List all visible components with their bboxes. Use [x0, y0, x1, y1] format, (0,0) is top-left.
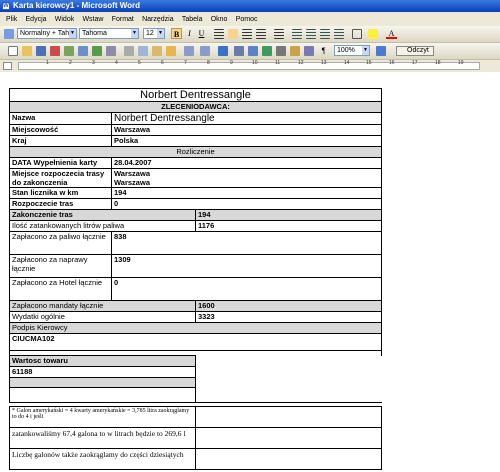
hotel-label: Zapłacono za Hotel łącznie [10, 278, 112, 301]
spelling-icon[interactable] [92, 46, 102, 56]
ruler-number: 15 [366, 60, 372, 66]
driver-card-table [9, 88, 382, 403]
city-label: Miejscowość [10, 125, 112, 136]
empty-cell [196, 367, 382, 378]
bold-button[interactable]: B [171, 28, 182, 39]
chevron-down-icon: ▼ [158, 30, 163, 36]
menu-tools[interactable]: Narzędzia [142, 16, 174, 23]
align-left-icon[interactable] [214, 29, 224, 39]
chevron-down-icon: ▼ [70, 30, 75, 36]
ruler-number: 12 [298, 60, 304, 66]
goods-value-label: Wartosc towaru [10, 356, 196, 367]
menu-view[interactable]: Widok [54, 16, 75, 23]
fuel-liters-label: Ilość zatankowanych litrów paliwa [10, 221, 196, 232]
empty-cell [196, 428, 382, 449]
print-preview-icon[interactable] [78, 46, 88, 56]
ruler-number: 8 [207, 60, 210, 66]
empty-cell [10, 378, 196, 388]
menu-edit[interactable]: Edycja [25, 16, 47, 23]
border-icon[interactable] [352, 29, 362, 39]
hyperlink-icon[interactable] [218, 46, 228, 56]
empty-cell [196, 356, 382, 367]
fuel-liters-value[interactable]: 1176 [196, 221, 382, 232]
document-page[interactable] [0, 72, 500, 472]
fuel-paid-value[interactable]: 838 [112, 232, 382, 255]
decrease-indent-icon[interactable] [320, 29, 330, 39]
ruler-number: 11 [275, 60, 281, 66]
counter-value[interactable]: 194 [112, 188, 382, 199]
line-spacing-icon[interactable] [274, 29, 284, 39]
research-icon[interactable] [106, 46, 116, 56]
ruler-number: 18 [435, 60, 441, 66]
style-select[interactable] [17, 28, 77, 39]
ruler-number: 10 [252, 60, 258, 66]
font-select[interactable] [79, 28, 139, 39]
redo-icon[interactable] [200, 46, 210, 56]
menu-help[interactable]: Pomoc [235, 16, 258, 23]
font-color-icon[interactable]: A [386, 28, 397, 39]
columns-icon[interactable] [276, 46, 286, 56]
note-gallon-example[interactable]: zatankowaliśmy 67,4 galona to w litrach będzie to 269,6 l [10, 428, 196, 449]
zoom-select[interactable] [334, 45, 370, 56]
note-rounding[interactable]: Liczbę galonów także zaokrąglamy do części dziesiątych [10, 449, 196, 470]
open-folder-icon[interactable] [22, 46, 32, 56]
menu-insert[interactable]: Wstaw [82, 16, 104, 23]
route-end-value[interactable]: 194 [196, 210, 382, 221]
zoom-value: 100% [337, 47, 355, 54]
notes-table [9, 406, 382, 470]
route-label: Miejsce rozpoczecia trasy do zakonczenia [10, 169, 112, 188]
document-map-icon[interactable] [304, 46, 314, 56]
route-start-value[interactable]: 0 [112, 199, 382, 210]
menu-table[interactable]: Tabela [181, 16, 203, 23]
ruler-number: 19 [458, 60, 464, 66]
ruler-number: 17 [412, 60, 418, 66]
tab-selector-icon[interactable] [3, 62, 12, 70]
client-header: ZLECENIODAWCA: [10, 102, 382, 113]
route-end: Warszawa [114, 178, 150, 187]
formatting-toolbar [0, 26, 500, 43]
empty-cell [196, 378, 382, 388]
window-title: Karta kierowcy1 - Microsoft Word [13, 1, 140, 10]
underline-button[interactable]: U [198, 29, 205, 38]
menu-file[interactable]: Plik [6, 16, 18, 23]
insert-excel-icon[interactable] [262, 46, 272, 56]
ruler-number: 14 [344, 60, 350, 66]
country-value[interactable]: Polska [112, 136, 382, 147]
cut-icon[interactable] [124, 46, 134, 56]
city-value[interactable]: Warszawa [112, 125, 382, 136]
tolls-value[interactable]: 1600 [196, 301, 382, 312]
ruler-number: 1 [46, 60, 49, 66]
empty-cell [196, 449, 382, 470]
note-gallon-definition[interactable]: * Galon amerykański = 4 kwarty amerykańskie = 3,785 litra zaokrąglamy to do 4 i jeśli [10, 407, 196, 428]
print-icon[interactable] [64, 46, 74, 56]
read-mode-label: Odczyt [407, 47, 429, 54]
paste-icon[interactable] [152, 46, 162, 56]
menu-format[interactable]: Format [111, 16, 134, 23]
goods-value[interactable]: 61188 [10, 367, 196, 378]
route-end-label: Zakonczenie tras [10, 210, 196, 221]
word-app-icon: W [3, 3, 9, 9]
ruler-number: 3 [92, 60, 95, 66]
name-value[interactable]: Norbert Dentressangle [112, 113, 382, 125]
chevron-down-icon: ▼ [132, 30, 137, 36]
standard-toolbar [0, 43, 500, 60]
help-icon[interactable] [376, 46, 386, 56]
tolls-label: Zapłacono mandaty łącznie [10, 301, 196, 312]
save-icon[interactable] [36, 46, 46, 56]
hotel-value[interactable]: 0 [112, 278, 382, 301]
ruler-number: 6 [161, 60, 164, 66]
menu-bar [0, 12, 500, 26]
signature-value[interactable]: CIUCMA102 [10, 334, 382, 351]
highlight-icon[interactable] [368, 29, 378, 39]
numbering-icon[interactable] [292, 29, 302, 39]
font-size-select[interactable] [143, 28, 165, 39]
menu-window[interactable]: Okno [210, 16, 228, 23]
title-bar [0, 0, 500, 12]
total-value[interactable]: 3323 [196, 312, 382, 323]
bullets-icon[interactable] [306, 29, 316, 39]
fuel-paid-label: Zapłacono za paliwo łącznie [10, 232, 112, 255]
route-value[interactable] [112, 169, 382, 188]
signature-label: Podpis Kierowcy [10, 323, 382, 334]
insert-table-icon[interactable] [248, 46, 258, 56]
empty-cell [196, 407, 382, 428]
settlement-header: Rozliczenie [10, 147, 382, 158]
horizontal-ruler[interactable] [0, 60, 500, 72]
styles-pane-icon[interactable] [4, 29, 14, 39]
date-label: DATA Wypełnienia karty [10, 158, 112, 169]
ruler-scale [18, 62, 480, 70]
permission-icon[interactable] [50, 46, 60, 56]
ruler-number: 5 [138, 60, 141, 66]
tables-borders-icon[interactable] [234, 46, 244, 56]
empty-cell [10, 388, 196, 403]
font-size-value: 12 [146, 30, 154, 37]
company-title: Norbert Dentressangle [10, 89, 382, 102]
ruler-number: 4 [115, 60, 118, 66]
counter-label: Stan licznika w km [10, 188, 112, 199]
new-document-icon[interactable] [8, 46, 18, 56]
country-label: Kraj [10, 136, 112, 147]
ruler-number: 7 [184, 60, 187, 66]
name-label: Nazwa [10, 113, 112, 125]
ruler-number: 16 [389, 60, 395, 66]
route-start-label: Rozpoczecie tras [10, 199, 112, 210]
drawing-icon[interactable] [290, 46, 300, 56]
read-mode-button[interactable] [396, 46, 434, 56]
font-value: Tahoma [82, 30, 107, 37]
date-value[interactable]: 28.04.2007 [112, 158, 382, 169]
chevron-down-icon: ▼ [363, 47, 368, 53]
repairs-label: Zapłacono za naprawy łącznie [10, 255, 112, 278]
undo-icon[interactable] [184, 46, 194, 56]
ruler-number: 2 [69, 60, 72, 66]
copy-icon[interactable] [138, 46, 148, 56]
increase-indent-icon[interactable] [334, 29, 344, 39]
show-formatting-icon[interactable]: ¶ [321, 46, 326, 55]
empty-cell [196, 388, 382, 403]
route-start: Warszawa [114, 169, 150, 178]
align-center-icon[interactable] [228, 29, 238, 39]
ruler-number: 13 [321, 60, 327, 66]
italic-button[interactable]: I [188, 29, 191, 38]
align-right-icon[interactable] [242, 29, 252, 39]
total-label: Wydatki ogólnie [10, 312, 196, 323]
justify-icon[interactable] [256, 29, 266, 39]
ruler-number: 9 [230, 60, 233, 66]
style-value: Normalny + Tah [20, 30, 70, 37]
format-painter-icon[interactable] [166, 46, 176, 56]
repairs-value[interactable]: 1309 [112, 255, 382, 278]
